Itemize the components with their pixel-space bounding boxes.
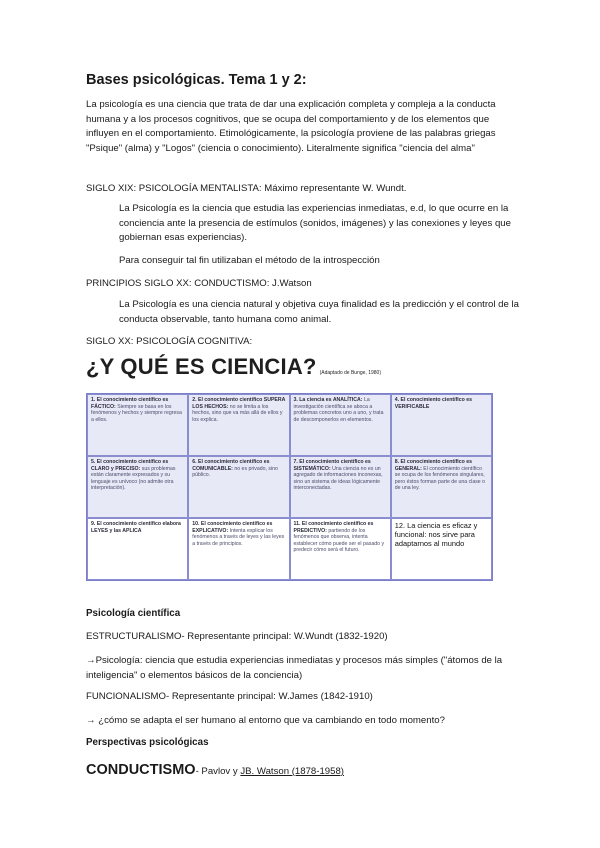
ciencia-cell bbox=[391, 394, 492, 456]
watson-link[interactable]: JB. Watson (1878-1958) bbox=[240, 766, 344, 777]
cell-key: 8. El conocimiento científico es GENERAL: bbox=[394, 459, 473, 472]
cell-key: 2. El conocimiento científico SUPERA LOS HECHOS: bbox=[192, 397, 286, 410]
ciencia-table bbox=[86, 393, 493, 581]
ciencia-cell bbox=[87, 518, 188, 580]
cell-text: Una ciencia no es un agregado de informaciones inconexas, sino un sistema de ideas lógicamente interconectadas. bbox=[293, 465, 383, 492]
cell-text: nos sirve para adaptarnos al mundo bbox=[394, 530, 475, 548]
estructuralismo-line: ESTRUCTURALISMO- Representante principal: W.Wundt (1832-1920) bbox=[86, 631, 388, 642]
cell-text: partiendo de los fenómenos que observa, intenta establecer cómo puede ser el pasado y predecir cómo será el futuro. bbox=[293, 527, 385, 554]
cell-text: no se limita a los hechos, sino que va más allá de ellos y los explica. bbox=[192, 403, 283, 423]
cell-key: 12. La ciencia es eficaz y funcional: bbox=[394, 521, 478, 539]
cell-key: 10. El conocimiento científico es EXPLICATIVO: bbox=[192, 521, 273, 534]
intro-paragraph: La psicología es una ciencia que trata de dar una explicación completa y compleja a la conducta humana y a los procesos cognitivos, que se ocupa del comportamiento y de los elementos que influyen en el comportamiento. Etimológicamente, la psicología proviene de las palabras griegas "Psique" (alma) y "Logos" (ciencia o conocimiento). Literalmente significa "ciencia del alma" bbox=[86, 99, 496, 154]
cell-key: 1. El conocimiento científico es FÁCTICO: bbox=[91, 397, 169, 410]
ciencia-cell bbox=[87, 394, 188, 456]
cognitiva-heading: SIGLO XX: PSICOLOGÍA COGNITIVA: bbox=[86, 336, 253, 347]
cell-key: 6. El conocimiento científico es COMUNICABLE: bbox=[192, 459, 270, 472]
cell-key: 5. El conocimiento científico es CLARO y PRECISO: bbox=[91, 459, 169, 472]
cell-key: 4. El conocimiento científico es VERIFICABLE bbox=[394, 397, 473, 410]
cell-text: Intenta explicar los fenómenos a través de leyes y las leyes a través de principios. bbox=[192, 527, 285, 547]
ciencia-cell bbox=[87, 456, 188, 518]
psicologia-definition: →Psicología: ciencia que estudia experiencias inmediatas y procesos más simples ("átomos de la inteligencia" o elementos básicos de la conciencia) bbox=[86, 655, 503, 681]
cientifica-heading: Psicología científica bbox=[86, 608, 181, 619]
cell-key: 9. El conocimiento científico elabora LEYES y las APLICA bbox=[91, 521, 181, 534]
cell-key: 7. El conocimiento científico es SISTEMÁTICO: bbox=[293, 459, 371, 472]
ciencia-subtitle: (Adaptado de Bunge, 1980) bbox=[319, 370, 382, 376]
cell-key: 11. El conocimiento científico es PREDICTIVO: bbox=[293, 521, 374, 534]
perspectivas-heading: Perspectivas psicológicas bbox=[86, 737, 209, 748]
ciencia-title: ¿Y QUÉ ES CIENCIA? bbox=[86, 354, 317, 379]
cell-text: sus problemas están claramente expresados y su lenguaje es unívoco (no admite otra interpretación). bbox=[91, 465, 176, 492]
ciencia-cell bbox=[290, 456, 391, 518]
siglo-xix-method: Para conseguir tal fin utilizaban el método de la introspección bbox=[119, 255, 380, 266]
siglo-xix-definition: La Psicología es la ciencia que estudia las experiencias inmediatas, e.d, lo que ocurre en la conciencia ante la presencia de estímulos (sonidos, imágenes) y las conexiones y leyes que gobiernan esas experiencias). bbox=[119, 203, 511, 244]
ciencia-cell bbox=[290, 518, 391, 580]
adaptation-question: → ¿cómo se adapta el ser humano al entorno que va cambiando en todo momento? bbox=[86, 715, 445, 726]
ciencia-cell bbox=[188, 518, 289, 580]
cell-text: El conocimiento científico se ocupa de los fenómenos singulares, pero éstos forman parte de una clase o de una ley. bbox=[394, 465, 486, 492]
cell-text: Siempre se basa en los fenómenos y hechos y siempre regresa a ellos. bbox=[91, 403, 182, 423]
page-title: Bases psicológicas. Tema 1 y 2: bbox=[86, 72, 307, 88]
ciencia-cell bbox=[391, 518, 492, 580]
funcionalismo-line: FUNCIONALISMO- Representante principal: W.James (1842-1910) bbox=[86, 691, 373, 702]
ciencia-heading bbox=[86, 354, 381, 380]
cell-text: La investigación científica se aboca a problemas concretos uno a uno, y trata de descomponerlos en elementos. bbox=[293, 397, 384, 423]
conductismo-authors: - Pavlov y bbox=[195, 766, 241, 777]
ciencia-cell bbox=[391, 456, 492, 518]
ciencia-cell bbox=[188, 394, 289, 456]
conductismo-line bbox=[86, 762, 344, 778]
ciencia-cell bbox=[188, 456, 289, 518]
cell-key: 3. La ciencia es ANALÍTICA: bbox=[293, 397, 363, 403]
siglo-xx-heading: PRINCIPIOS SIGLO XX: CONDUCTISMO: J.Watson bbox=[86, 278, 312, 289]
cell-text: no es privado, sino público. bbox=[192, 465, 278, 479]
siglo-xix-heading: SIGLO XIX: PSICOLOGÍA MENTALISTA: Máximo representante W. Wundt. bbox=[86, 183, 407, 194]
siglo-xx-definition: La Psicología es una ciencia natural y objetiva cuya finalidad es la predicción y el control de la conducta observable, tanto humana como animal. bbox=[119, 299, 519, 325]
ciencia-cell bbox=[290, 394, 391, 456]
conductismo-title: CONDUCTISMO bbox=[86, 762, 196, 778]
